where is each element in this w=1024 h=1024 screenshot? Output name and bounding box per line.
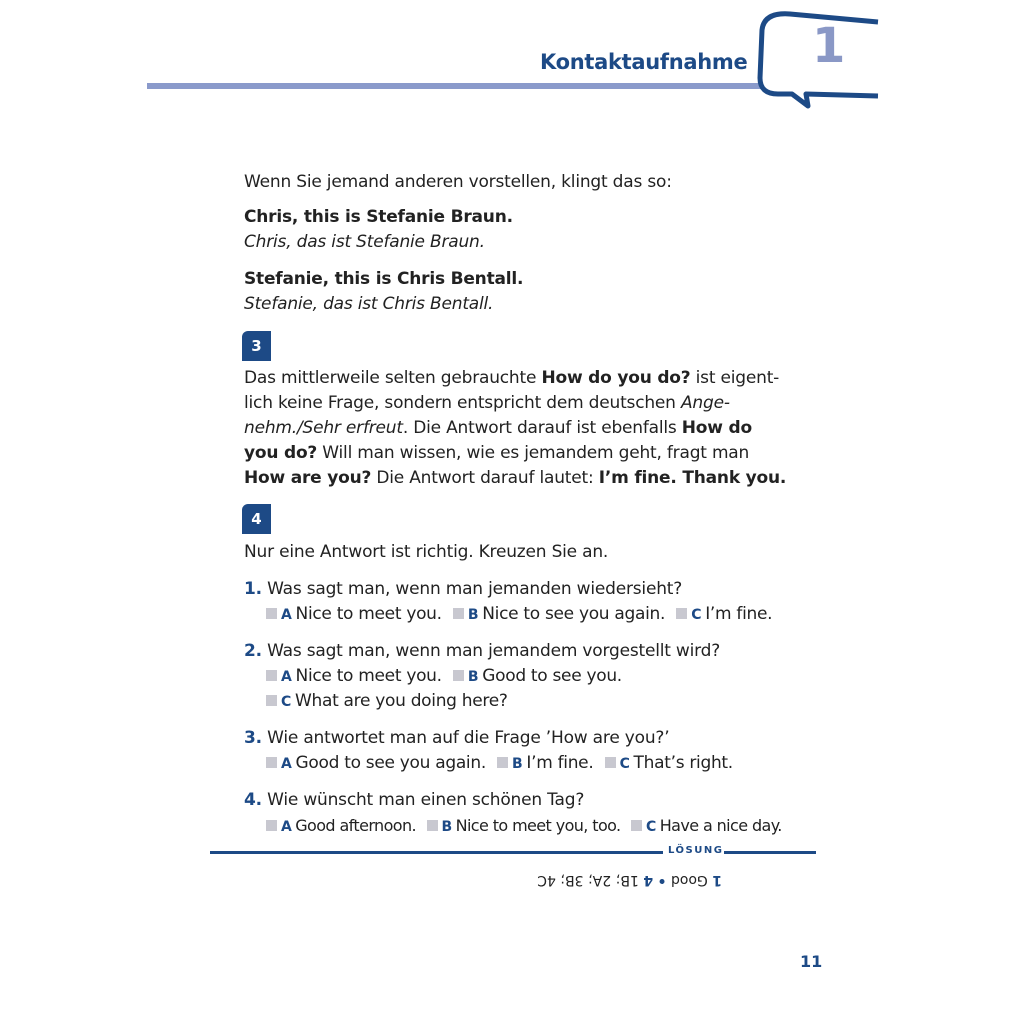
checkbox[interactable] <box>676 608 687 619</box>
checkbox[interactable] <box>631 820 642 831</box>
checkbox[interactable] <box>266 670 277 681</box>
solution-rule-right <box>724 851 816 854</box>
question-text: Wie antwortet man auf die Frage ’How are you?’ <box>267 728 670 748</box>
answer-options: A Nice to meet you. B Nice to see you again. C I’m fine. <box>266 602 778 628</box>
answer-options: A Good afternoon. B Nice to meet you, too. C Have a nice day. <box>266 813 788 840</box>
example-german: Chris, das ist Stefanie Braun. <box>244 232 485 252</box>
answer-options: A Good to see you again. B I’m fine. C That’s right. <box>266 751 739 777</box>
section-marker-3: 3 <box>242 331 271 361</box>
checkbox[interactable] <box>266 608 277 619</box>
checkbox[interactable] <box>453 670 464 681</box>
header-rule <box>147 83 762 89</box>
question-number: 3. <box>244 728 262 748</box>
question-text: Was sagt man, wenn man jemanden wiedersieht? <box>267 579 683 599</box>
paragraph-line: lich keine Frage, sondern entspricht dem deutschen Ange- <box>244 393 730 413</box>
paragraph-line: How are you? Die Antwort darauf lautet: I’m fine. Thank you. <box>244 468 787 488</box>
solution-rule-left <box>210 851 663 854</box>
solution-answer-upside-down: 1 Good • 4 1B; 2A; 3B; 4C <box>537 872 722 888</box>
checkbox[interactable] <box>266 820 277 831</box>
checkbox[interactable] <box>427 820 438 831</box>
quiz-instruction: Nur eine Antwort ist richtig. Kreuzen Sie an. <box>244 542 609 562</box>
paragraph-line: Das mittlerweile selten gebrauchte How do you do? ist eigent- <box>244 368 780 388</box>
checkbox[interactable] <box>266 695 277 706</box>
quiz-question <box>244 639 804 664</box>
quiz-question <box>244 726 804 751</box>
example-german: Stefanie, das ist Chris Bentall. <box>244 294 494 314</box>
example-english: Stefanie, this is Chris Bentall. <box>244 269 524 289</box>
question-text: Wie wünscht man einen schönen Tag? <box>267 790 585 810</box>
chapter-number: 1 <box>812 18 846 74</box>
checkbox[interactable] <box>497 757 508 768</box>
section-marker-4: 4 <box>242 504 271 534</box>
checkbox[interactable] <box>266 757 277 768</box>
example-english: Chris, this is Stefanie Braun. <box>244 207 513 227</box>
answer-options: A Nice to meet you. B Good to see you. <box>266 664 628 690</box>
quiz-question <box>244 577 804 602</box>
solution-label: LÖSUNG <box>668 845 724 856</box>
question-number: 1. <box>244 579 262 599</box>
quiz-question <box>244 788 804 813</box>
question-text: Was sagt man, wenn man jemandem vorgestellt wird? <box>267 641 721 661</box>
question-number: 4. <box>244 790 262 810</box>
paragraph-line: you do? Will man wissen, wie es jemandem geht, fragt man <box>244 443 750 463</box>
checkbox[interactable] <box>605 757 616 768</box>
chapter-title: Kontaktaufnahme <box>540 50 748 74</box>
paragraph-line: nehm./Sehr erfreut. Die Antwort darauf ist ebenfalls How do <box>244 418 752 438</box>
answer-options: C What are you doing here? <box>266 689 514 715</box>
page-number: 11 <box>800 952 823 971</box>
question-number: 2. <box>244 641 262 661</box>
intro-text: Wenn Sie jemand anderen vorstellen, klingt das so: <box>244 172 672 192</box>
checkbox[interactable] <box>453 608 464 619</box>
